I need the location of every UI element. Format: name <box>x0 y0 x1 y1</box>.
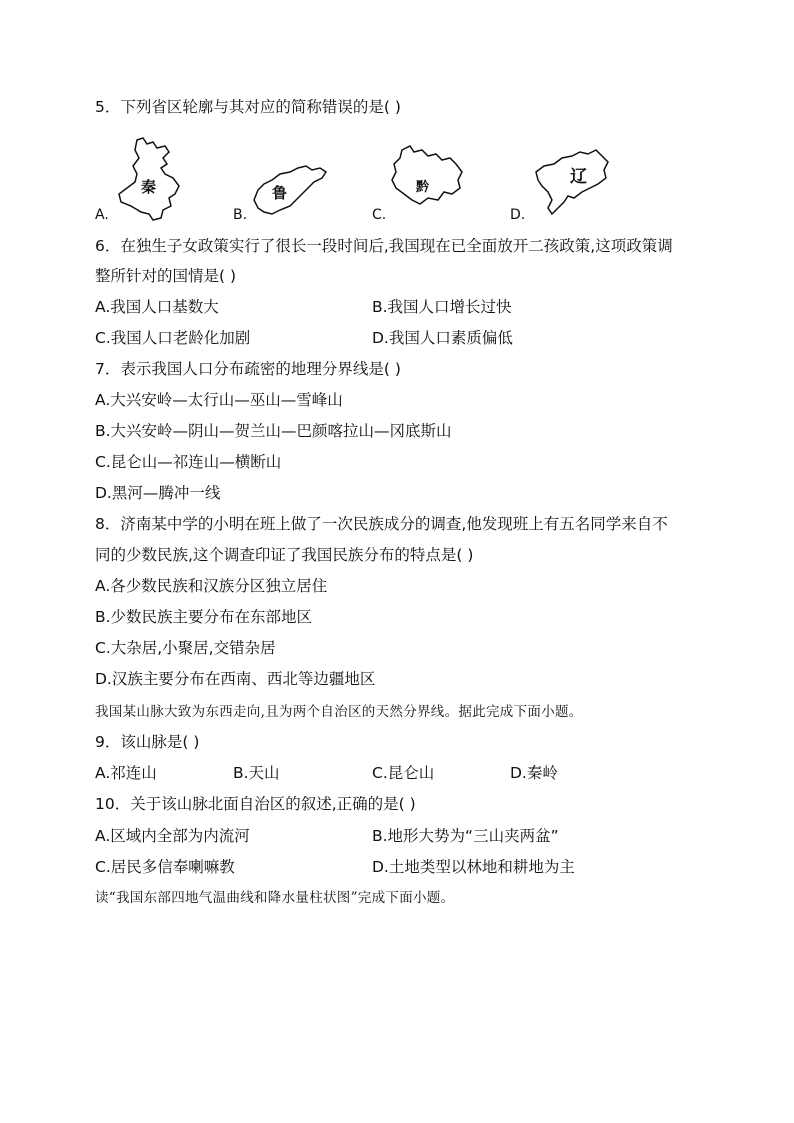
q8-stem-line1: 8．济南某中学的小明在班上做了一次民族成分的调查,他发现班上有五名同学来自不 <box>95 515 668 533</box>
q7-option-b: B.大兴安岭—阴山—贺兰山—巴颜喀拉山—冈底斯山 <box>95 422 452 440</box>
q7-stem: 7．表示我国人口分布疏密的地理分界线是( ) <box>95 360 401 378</box>
shandong-outline-map <box>250 160 330 220</box>
intro-9-10: 我国某山脉大致为东西走向,且为两个自治区的天然分界线。据此完成下面小题。 <box>95 704 583 720</box>
q9-option-c: C.昆仑山 <box>372 764 435 782</box>
q8-option-c: C.大杂居,小聚居,交错杂居 <box>95 639 276 657</box>
q8-option-b: B.少数民族主要分布在东部地区 <box>95 608 313 626</box>
q5-option-b-letter: B. <box>233 207 248 223</box>
q5-option-a-letter: A. <box>95 207 109 223</box>
q5-option-a-char: 秦 <box>141 178 157 196</box>
q5-option-d-letter: D. <box>510 207 526 223</box>
q9-option-b: B.天山 <box>233 764 280 782</box>
q7-option-a: A.大兴安岭—太行山—巫山—雪峰山 <box>95 391 343 409</box>
q10-option-d: D.土地类型以林地和耕地为主 <box>372 858 575 876</box>
q6-option-d: D.我国人口素质偏低 <box>372 329 513 347</box>
q5-option-c-char: 黔 <box>416 180 430 195</box>
q9-option-d: D.秦岭 <box>510 764 558 782</box>
q6-option-b: B.我国人口增长过快 <box>372 298 512 316</box>
intro-next: 读“我国东部四地气温曲线和降水量柱状图”完成下面小题。 <box>95 890 455 906</box>
q6-option-a: A.我国人口基数大 <box>95 298 219 316</box>
q8-option-a: A.各少数民族和汉族分区独立居住 <box>95 577 328 595</box>
q5-option-d-char: 辽 <box>570 167 587 187</box>
q10-option-c: C.居民多信奉喇嘛教 <box>95 858 235 876</box>
liaoning-outline-map <box>530 148 612 218</box>
q7-option-c: C.昆仑山—祁连山—横断山 <box>95 453 282 471</box>
q9-option-a: A.祁连山 <box>95 764 157 782</box>
q5-option-b-char: 鲁 <box>272 184 288 202</box>
shaanxi-outline-map <box>113 136 193 222</box>
q7-option-d: D.黑河—腾冲一线 <box>95 484 221 502</box>
q6-option-c: C.我国人口老龄化加剧 <box>95 329 251 347</box>
q8-stem-line2: 同的少数民族,这个调查印证了我国民族分布的特点是( ) <box>95 546 474 564</box>
q5-stem: 5．下列省区轮廓与其对应的简称错误的是( ) <box>95 98 401 116</box>
q6-stem-line2: 整所针对的国情是( ) <box>95 267 237 285</box>
q6-stem-line1: 6．在独生子女政策实行了很长一段时间后,我国现在已全面放开二孩政策,这项政策调 <box>95 237 673 255</box>
q8-option-d: D.汉族主要分布在西南、西北等边疆地区 <box>95 670 376 688</box>
q9-stem: 9．该山脉是( ) <box>95 733 200 751</box>
guizhou-outline-map <box>388 142 468 210</box>
q10-option-b: B.地形大势为“三山夹两盆” <box>372 827 559 845</box>
q10-option-a: A.区域内全部为内流河 <box>95 827 250 845</box>
q5-option-c-letter: C. <box>372 207 387 223</box>
q10-stem: 10．关于该山脉北面自治区的叙述,正确的是( ) <box>95 795 416 813</box>
